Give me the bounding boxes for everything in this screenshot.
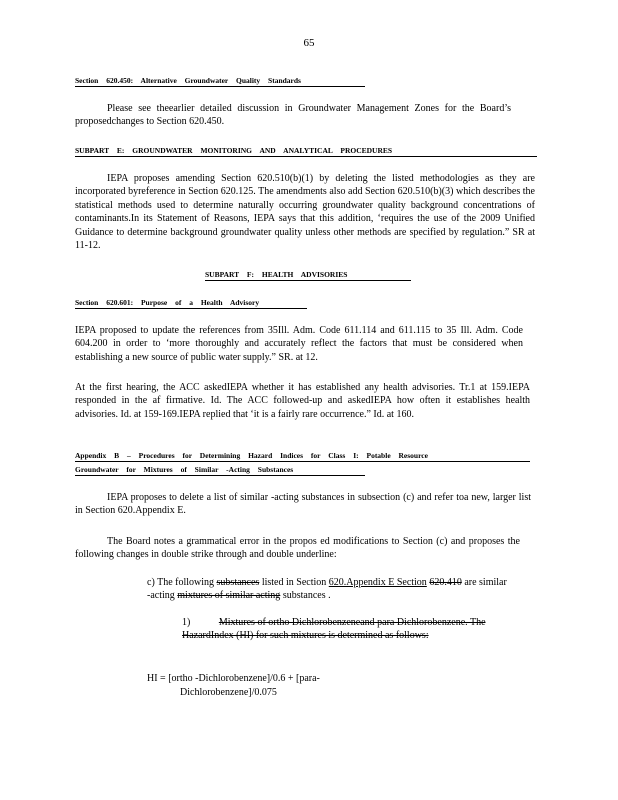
amendment-item1-struck-text: Mixtures of ortho Dichlorobenzeneand para Dichlorobenzene. The HazardIndex (HI) for such mixtures is determined as follows:	[182, 617, 486, 642]
amendment-item-1	[182, 616, 522, 643]
section-620-450-body: Please see theearlier detailed discussion in Groundwater Management Zones for the Board’s proposedchanges to Section 620.450.	[75, 103, 511, 128]
amendment-subsection-c	[147, 576, 507, 603]
amendment-c-end: substances .	[282, 590, 331, 602]
amendment-c-struck-mixtures: mixtures of similar acting	[177, 590, 281, 602]
subpart-f-heading: SUBPART F: HEALTH ADVISORIES	[205, 270, 411, 281]
section-620-601-heading: Section 620.601: Purpose of a Health Advisory	[75, 298, 307, 309]
appendix-b-heading-line1: Appendix B – Procedures for Determining Hazard Indices for Class I: Potable Resource	[75, 451, 530, 462]
amendment-c-struck-substances: substances	[216, 577, 260, 588]
section-620-601-para1: IEPA proposed to update the references from 35Ill. Adm. Code 611.114 and 611.115 to 35 Ill. Adm. Code 604.200 in order to ‘more thoroughly and accurately reflect the factors that must be considered when establishing a new source of public water supply.” SR. at 12.	[75, 325, 523, 363]
amendment-c-underlined-appendix: 620.Appendix E Section	[328, 577, 427, 588]
section-620-601-para2: At the first hearing, the ACC askedIEPA whether it has established any health advisories. Tr.1 at 159.IEPA responded in the af firmative. Id. The ACC followed-up and askedIEPA how often it establishes health advisories. Id. at 159-169.IEPA replied that ‘it is a fairly rare occurrence.” Id. at 160.	[75, 382, 530, 420]
amendment-c-prefix: c) The following	[147, 577, 215, 588]
formula-line-1: HI = [ortho -Dichlorobenzene]/0.6 + [para-	[147, 673, 320, 684]
amendment-c-mid: listed in Section	[261, 577, 327, 588]
amendment-c-mid2: are similar -acting	[147, 577, 507, 602]
formula-line-2: Dichlorobenzene]/0.075	[180, 687, 277, 698]
section-620-450-heading: Section 620.450: Alternative Groundwater Quality Standards	[75, 76, 365, 87]
page-number: 65	[303, 37, 315, 49]
subpart-e-body: IEPA proposes amending Section 620.510(b)(1) by deleting the listed methodologies as they are incorporated byreference in Section 620.125. The amendments also add Section 620.510(b)(3) which describes the statistical methods used to determine naturally occurring groundwater quality background concentrations of contaminants.In its Statement of Reasons, IEPA says that this addition, ‘requires the use of the 2009 Unified Guidance to determine background groundwater quality unless other methods are specified by regulation.” SR at 11-12.	[75, 173, 535, 252]
amendment-c-struck-section: 620.410	[429, 577, 462, 588]
appendix-b-heading-line2: Groundwater for Mixtures of Similar -Acting Substances	[75, 465, 365, 476]
subpart-e-heading: SUBPART E: GROUNDWATER MONITORING AND ANALYTICAL PROCEDURES	[75, 146, 537, 157]
appendix-b-para1: IEPA proposes to delete a list of similar -acting substances in subsection (c) and refer toa new, larger list in Section 620.Appendix E.	[75, 492, 531, 517]
amendment-item1-number: 1)	[182, 617, 191, 628]
appendix-b-para2: The Board notes a grammatical error in the propos ed modifications to Section (c) and proposes the following changes in double strike through and double underline:	[75, 536, 520, 561]
